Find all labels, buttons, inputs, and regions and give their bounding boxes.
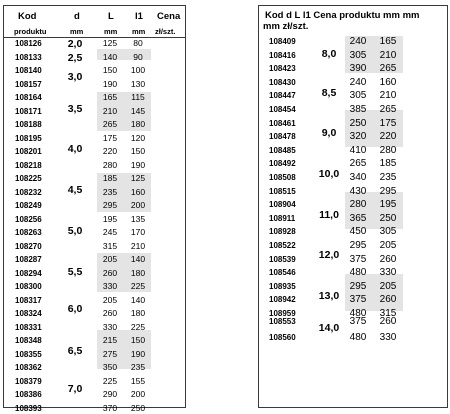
table-row — [259, 50, 447, 61]
product-code: 108423 — [269, 64, 296, 73]
length-l1: 175 — [379, 118, 397, 129]
length-L: 220 — [102, 146, 118, 156]
length-L: 165 — [102, 92, 118, 102]
header-cena-unit: zł/szt. — [155, 27, 176, 36]
product-code: 108409 — [269, 37, 296, 46]
length-L: 375 — [349, 316, 367, 327]
length-l1: 200 — [130, 389, 146, 399]
product-code: 108263 — [15, 228, 42, 237]
length-L: 190 — [102, 79, 118, 89]
left-price-table — [3, 5, 186, 413]
product-code: 108515 — [269, 187, 296, 196]
length-l1: 280 — [379, 145, 397, 156]
product-code: 108324 — [15, 309, 42, 318]
table-row — [4, 335, 185, 346]
length-l1: 200 — [130, 200, 146, 210]
product-code: 108256 — [15, 215, 42, 224]
length-l1: 265 — [379, 63, 397, 74]
length-l1: 190 — [130, 349, 146, 359]
header-cena: Cena — [157, 11, 181, 22]
product-code: 108348 — [15, 336, 42, 345]
length-l1: 150 — [130, 146, 146, 156]
header-produktu: produktu — [14, 27, 47, 36]
product-code: 108522 — [269, 241, 296, 250]
d-value: 7,0 — [67, 383, 83, 395]
d-value: 10,0 — [318, 168, 340, 180]
length-l1: 125 — [130, 173, 146, 183]
length-L: 275 — [102, 349, 118, 359]
product-code: 108539 — [269, 255, 296, 264]
table-row — [259, 240, 447, 251]
d-value: 13,0 — [318, 290, 340, 302]
product-code: 108232 — [15, 188, 42, 197]
length-L: 205 — [102, 254, 118, 264]
table-row — [4, 65, 185, 76]
length-l1: 305 — [379, 226, 397, 237]
length-L: 250 — [349, 118, 367, 129]
length-l1: 180 — [130, 268, 146, 278]
product-code: 108546 — [269, 268, 296, 277]
table-row — [4, 200, 185, 211]
length-L: 315 — [102, 241, 118, 251]
length-L: 390 — [349, 63, 367, 74]
product-code: 108935 — [269, 282, 296, 291]
length-l1: 295 — [379, 186, 397, 197]
length-l1: 205 — [379, 240, 397, 251]
length-L: 330 — [102, 281, 118, 291]
product-code: 108195 — [15, 134, 42, 143]
product-code: 108386 — [15, 390, 42, 399]
table-row — [4, 214, 185, 225]
length-L: 215 — [102, 335, 118, 345]
length-l1: 235 — [130, 362, 146, 372]
product-code: 108362 — [15, 363, 42, 372]
table-row — [259, 63, 447, 74]
length-l1: 220 — [379, 131, 397, 142]
d-value: 4,0 — [67, 143, 83, 155]
table-row — [259, 87, 447, 101]
table-row — [4, 52, 185, 63]
length-l1: 80 — [133, 38, 143, 48]
product-code: 108225 — [15, 174, 42, 183]
length-l1: 145 — [130, 106, 146, 116]
table-row — [259, 77, 447, 88]
length-L: 295 — [349, 281, 367, 292]
length-L: 480 — [349, 332, 367, 343]
length-L: 375 — [349, 254, 367, 265]
d-value: 3,0 — [67, 71, 83, 83]
header-line-1: Kod d L l1 Cena produktu mm mm — [265, 10, 420, 21]
table-row — [259, 316, 447, 327]
length-L: 320 — [349, 131, 367, 142]
length-L: 290 — [102, 389, 118, 399]
product-code: 108942 — [269, 295, 296, 304]
table-row — [259, 118, 447, 129]
shade-group — [345, 274, 403, 311]
header-d: d — [74, 11, 80, 22]
product-code: 108355 — [15, 350, 42, 359]
table-row — [4, 103, 185, 117]
header-line-2: mm zł/szt. — [263, 21, 309, 32]
table-row — [259, 254, 447, 265]
table-row — [4, 173, 185, 184]
product-code: 108447 — [269, 91, 296, 100]
table-row — [4, 268, 185, 279]
length-L: 410 — [349, 145, 367, 156]
table-row — [259, 145, 447, 156]
table-row — [4, 38, 185, 49]
length-L: 330 — [102, 322, 118, 332]
length-l1: 190 — [130, 160, 146, 170]
table-row — [4, 349, 185, 360]
product-code: 108294 — [15, 269, 42, 278]
length-l1: 170 — [130, 227, 146, 237]
table-row — [4, 254, 185, 265]
length-l1: 100 — [130, 65, 146, 75]
length-l1: 205 — [379, 281, 397, 292]
table-row — [259, 186, 447, 197]
length-L: 305 — [349, 90, 367, 101]
table-row — [259, 332, 447, 343]
length-l1: 160 — [130, 187, 146, 197]
product-code: 108461 — [269, 119, 296, 128]
length-l1: 155 — [130, 376, 146, 386]
length-L: 365 — [349, 213, 367, 224]
d-value: 4,5 — [67, 184, 83, 196]
table-row — [4, 92, 185, 103]
length-l1: 225 — [130, 322, 146, 332]
table-row — [259, 158, 447, 169]
product-code: 108911 — [269, 214, 296, 223]
length-L: 305 — [349, 50, 367, 61]
length-L: 375 — [349, 294, 367, 305]
table-row — [4, 308, 185, 319]
length-l1: 225 — [130, 281, 146, 291]
length-L: 240 — [349, 77, 367, 88]
length-l1: 260 — [379, 316, 397, 327]
product-code: 108164 — [15, 93, 42, 102]
length-l1: 120 — [130, 133, 146, 143]
length-l1: 260 — [379, 254, 397, 265]
table-row — [4, 227, 185, 238]
table-row — [4, 143, 185, 157]
product-code: 108317 — [15, 296, 42, 305]
product-code: 108126 — [15, 39, 42, 48]
length-L: 210 — [102, 106, 118, 116]
product-code: 108171 — [15, 107, 42, 116]
length-L: 125 — [102, 38, 118, 48]
product-code: 108133 — [15, 53, 42, 62]
length-L: 480 — [349, 308, 367, 319]
length-L: 350 — [102, 362, 118, 372]
table-row — [4, 241, 185, 252]
length-L: 265 — [349, 158, 367, 169]
length-L: 185 — [102, 173, 118, 183]
length-L: 280 — [349, 199, 367, 210]
d-value: 2,0 — [67, 38, 83, 50]
header-L: L — [108, 11, 114, 22]
length-L: 295 — [102, 200, 118, 210]
length-l1: 130 — [130, 79, 146, 89]
length-L: 265 — [102, 119, 118, 129]
length-l1: 315 — [379, 308, 397, 319]
length-l1: 165 — [379, 36, 397, 47]
length-l1: 210 — [379, 50, 397, 61]
length-l1: 210 — [130, 241, 146, 251]
length-L: 260 — [102, 268, 118, 278]
d-value: 6,0 — [67, 303, 83, 315]
product-code: 108492 — [269, 159, 296, 168]
product-code: 108485 — [269, 146, 296, 155]
table-row — [4, 376, 185, 387]
product-code: 108416 — [269, 51, 296, 60]
table-row — [4, 184, 185, 198]
header-l1-unit: mm — [132, 27, 146, 36]
length-L: 295 — [349, 240, 367, 251]
table-row — [4, 281, 185, 292]
d-value: 8,0 — [321, 48, 337, 60]
length-l1: 250 — [379, 213, 397, 224]
length-l1: 160 — [379, 77, 397, 88]
product-code: 108188 — [15, 120, 42, 129]
length-l1: 140 — [130, 254, 146, 264]
length-L: 260 — [102, 308, 118, 318]
length-L: 480 — [349, 267, 367, 278]
table-row — [4, 322, 185, 333]
product-code: 108508 — [269, 173, 296, 182]
length-l1: 115 — [131, 92, 145, 102]
d-value: 5,0 — [67, 225, 83, 237]
length-L: 385 — [349, 104, 367, 115]
length-L: 450 — [349, 226, 367, 237]
length-l1: 150 — [130, 335, 146, 345]
length-l1: 250 — [130, 403, 146, 413]
length-l1: 210 — [379, 90, 397, 101]
length-l1: 90 — [133, 52, 143, 62]
table-row — [4, 362, 185, 373]
product-code: 108560 — [269, 333, 296, 342]
d-value: 12,0 — [318, 249, 340, 261]
product-code: 108959 — [269, 309, 296, 318]
d-value: 9,0 — [321, 127, 337, 139]
product-code: 108287 — [15, 255, 42, 264]
product-code: 108379 — [15, 377, 42, 386]
table-row — [259, 199, 447, 210]
d-value: 8,5 — [321, 87, 337, 99]
length-l1: 265 — [379, 104, 397, 115]
length-L: 235 — [102, 187, 118, 197]
d-value: 14,0 — [318, 322, 340, 334]
right-price-table — [258, 5, 448, 408]
length-L: 340 — [349, 172, 367, 183]
d-value: 3,5 — [67, 103, 83, 115]
table-row — [4, 295, 185, 306]
length-l1: 135 — [130, 214, 146, 224]
length-L: 140 — [102, 52, 118, 62]
d-value: 6,5 — [67, 345, 83, 357]
table-row — [259, 104, 447, 115]
product-code: 108904 — [269, 200, 296, 209]
length-L: 175 — [102, 133, 118, 143]
table-row — [259, 226, 447, 237]
product-code: 108157 — [15, 80, 42, 89]
product-code: 108300 — [15, 282, 42, 291]
header-l1: l1 — [135, 11, 143, 22]
table-row — [259, 172, 447, 183]
table-row — [4, 133, 185, 144]
table-row — [4, 403, 185, 414]
product-code: 108454 — [269, 105, 296, 114]
length-l1: 140 — [130, 295, 146, 305]
product-code: 108218 — [15, 161, 42, 170]
length-l1: 330 — [379, 267, 397, 278]
length-L: 245 — [102, 227, 118, 237]
product-code: 108331 — [15, 323, 42, 332]
length-l1: 180 — [130, 308, 146, 318]
length-l1: 180 — [130, 119, 146, 129]
length-l1: 260 — [379, 294, 397, 305]
length-L: 430 — [349, 186, 367, 197]
header-kod: Kod — [18, 11, 37, 22]
table-row — [259, 213, 447, 224]
header-d-unit: mm — [70, 27, 84, 36]
length-L: 280 — [102, 160, 118, 170]
length-L: 225 — [102, 376, 118, 386]
product-code: 108928 — [269, 227, 296, 236]
length-L: 370 — [102, 403, 118, 413]
table-row — [4, 79, 185, 90]
length-l1: 195 — [379, 199, 397, 210]
d-value: 11,0 — [319, 209, 339, 221]
d-value: 2,5 — [67, 52, 83, 64]
product-code: 108393 — [15, 404, 42, 413]
header-L-unit: mm — [104, 27, 118, 36]
table-row — [4, 389, 185, 400]
length-l1: 330 — [379, 332, 397, 343]
length-l1: 185 — [379, 158, 397, 169]
table-row — [4, 119, 185, 130]
length-L: 205 — [102, 295, 118, 305]
table-row — [4, 160, 185, 171]
d-value: 5,5 — [67, 266, 83, 278]
product-code: 108270 — [15, 242, 42, 251]
table-row — [259, 36, 447, 47]
length-l1: 235 — [379, 172, 397, 183]
product-code: 108430 — [269, 78, 296, 87]
product-code: 108201 — [15, 147, 42, 156]
table-row — [259, 131, 447, 142]
table-row — [259, 267, 447, 278]
product-code: 108140 — [15, 66, 42, 75]
product-code: 108478 — [269, 132, 296, 141]
product-code: 108553 — [269, 317, 296, 326]
length-L: 150 — [102, 65, 118, 75]
length-L: 240 — [349, 36, 367, 47]
table-row — [259, 281, 447, 292]
product-code: 108249 — [15, 201, 42, 210]
length-L: 195 — [102, 214, 118, 224]
table-row — [259, 294, 447, 305]
